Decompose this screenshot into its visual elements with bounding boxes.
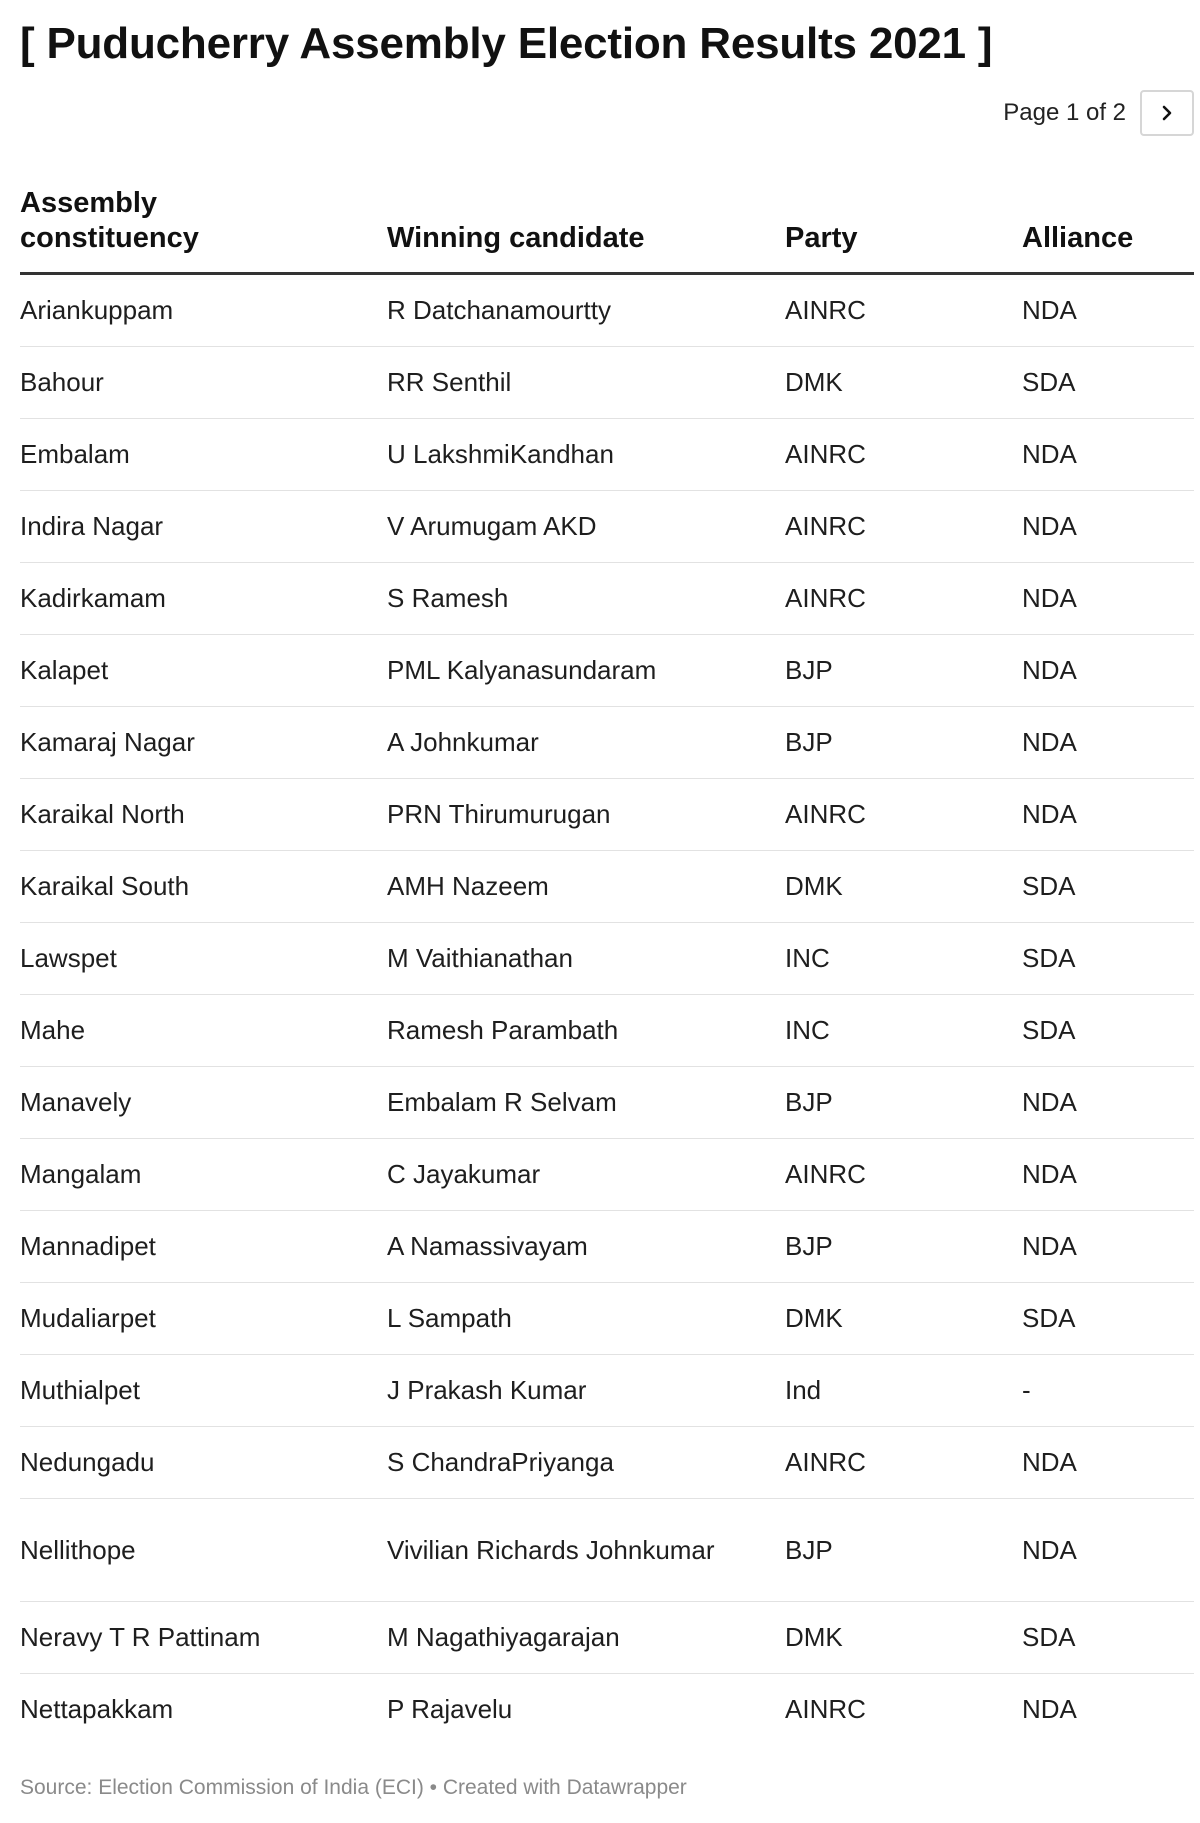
page-indicator: Page 1 of 2 <box>1003 99 1126 126</box>
cell-constituency: Nettapakkam <box>20 1694 174 1724</box>
cell-party: BJP <box>785 1499 1022 1602</box>
cell-party: AINRC <box>785 1139 1022 1211</box>
cell-constituency: Mangalam <box>20 1139 387 1211</box>
table-row <box>20 419 1194 491</box>
next-page-button[interactable] <box>1140 90 1194 136</box>
cell-alliance: NDA <box>1022 635 1194 707</box>
cell-candidate: RR Senthil <box>387 347 785 419</box>
cell-alliance: - <box>1022 1355 1194 1427</box>
pagination <box>1003 88 1194 138</box>
table-row <box>20 635 1194 707</box>
table-header-row <box>20 186 1194 274</box>
cell-alliance: NDA <box>1022 563 1194 635</box>
cell-constituency: Kalapet <box>20 635 387 707</box>
table-row <box>20 563 1194 635</box>
column-header-alliance[interactable]: Alliance <box>1022 186 1194 274</box>
cell-candidate: Embalam R Selvam <box>387 1067 785 1139</box>
cell-alliance: SDA <box>1022 347 1194 419</box>
table-row <box>20 995 1194 1067</box>
cell-party: AINRC <box>785 274 1022 347</box>
results-table <box>20 186 1194 1745</box>
cell-alliance: NDA <box>1022 274 1194 347</box>
chevron-right-icon <box>1158 104 1176 122</box>
table-row <box>20 1499 1194 1602</box>
table-row <box>20 347 1194 419</box>
cell-candidate: M Nagathiyagarajan <box>387 1602 785 1674</box>
cell-constituency: Nellithope <box>20 1499 387 1602</box>
cell-party: AINRC <box>785 1694 866 1724</box>
cell-alliance: SDA <box>1022 1602 1194 1674</box>
column-header-constituency[interactable]: Assembly constituency <box>20 186 387 274</box>
cell-party: BJP <box>785 1211 1022 1283</box>
cell-constituency: Karaikal South <box>20 851 387 923</box>
cell-candidate: AMH Nazeem <box>387 851 785 923</box>
cell-constituency: Indira Nagar <box>20 491 387 563</box>
cell-constituency: Mannadipet <box>20 1211 387 1283</box>
column-header-candidate[interactable]: Winning candidate <box>387 186 785 274</box>
cell-alliance: SDA <box>1022 995 1194 1067</box>
cell-alliance: NDA <box>1022 1139 1194 1211</box>
cell-constituency: Nedungadu <box>20 1427 387 1499</box>
cell-candidate: A Namassivayam <box>387 1211 785 1283</box>
cell-candidate: V Arumugam AKD <box>387 491 785 563</box>
cell-alliance: NDA <box>1022 419 1194 491</box>
cell-candidate: PML Kalyanasundaram <box>387 635 785 707</box>
cell-alliance: NDA <box>1022 1211 1194 1283</box>
table-row <box>20 1211 1194 1283</box>
cell-party: BJP <box>785 1067 1022 1139</box>
cell-party: INC <box>785 995 1022 1067</box>
cell-party: INC <box>785 923 1022 995</box>
cell-alliance: NDA <box>1022 1499 1194 1602</box>
table-row <box>20 1427 1194 1499</box>
table-row <box>20 707 1194 779</box>
cell-alliance: NDA <box>1022 707 1194 779</box>
cell-party: BJP <box>785 635 1022 707</box>
table-row <box>20 491 1194 563</box>
table-row <box>20 1674 1194 1746</box>
cell-constituency: Kadirkamam <box>20 563 387 635</box>
column-header-party[interactable]: Party <box>785 186 1022 274</box>
cell-constituency: Karaikal North <box>20 779 387 851</box>
cell-candidate: R Datchanamourtty <box>387 274 785 347</box>
cell-candidate: S Ramesh <box>387 563 785 635</box>
source-credit: Source: Election Commission of India (ECI) • Created with Datawrapper <box>20 1776 687 1799</box>
cell-candidate: C Jayakumar <box>387 1139 785 1211</box>
cell-alliance: NDA <box>1022 1067 1194 1139</box>
cell-candidate: U LakshmiKandhan <box>387 419 785 491</box>
cell-party: AINRC <box>785 491 1022 563</box>
table-row <box>20 274 1194 347</box>
cell-constituency: Mahe <box>20 995 387 1067</box>
cell-alliance: SDA <box>1022 851 1194 923</box>
cell-constituency: Mudaliarpet <box>20 1283 387 1355</box>
cell-alliance: NDA <box>1022 1427 1194 1499</box>
cell-constituency: Embalam <box>20 419 387 491</box>
cell-alliance: NDA <box>1022 491 1194 563</box>
cell-alliance: SDA <box>1022 1283 1194 1355</box>
cell-party: DMK <box>785 851 1022 923</box>
table-row <box>20 1602 1194 1674</box>
cell-alliance: SDA <box>1022 923 1194 995</box>
table-row <box>20 1067 1194 1139</box>
table-row <box>20 851 1194 923</box>
cell-candidate: PRN Thirumurugan <box>387 779 785 851</box>
cell-candidate: Ramesh Parambath <box>387 995 785 1067</box>
cell-constituency: Muthialpet <box>20 1355 387 1427</box>
cell-candidate: P Rajavelu <box>387 1694 513 1724</box>
cell-party: DMK <box>785 347 1022 419</box>
cell-candidate: J Prakash Kumar <box>387 1355 785 1427</box>
cell-candidate: M Vaithianathan <box>387 923 785 995</box>
table-row <box>20 1139 1194 1211</box>
cell-candidate: L Sampath <box>387 1283 785 1355</box>
cell-constituency: Lawspet <box>20 923 387 995</box>
table-row <box>20 779 1194 851</box>
cell-constituency: Kamaraj Nagar <box>20 707 387 779</box>
cell-candidate: S ChandraPriyanga <box>387 1427 785 1499</box>
cell-constituency: Ariankuppam <box>20 274 387 347</box>
page-title: [ Puducherry Assembly Election Results 2021 ] <box>20 19 993 68</box>
cell-candidate: Vivilian Richards Johnkumar <box>387 1499 785 1602</box>
cell-alliance: NDA <box>1022 779 1194 851</box>
table-row <box>20 1355 1194 1427</box>
cell-candidate: A Johnkumar <box>387 707 785 779</box>
cell-party: AINRC <box>785 779 1022 851</box>
table-row <box>20 1283 1194 1355</box>
cell-alliance: NDA <box>1022 1694 1077 1724</box>
cell-party: Ind <box>785 1355 1022 1427</box>
cell-party: AINRC <box>785 563 1022 635</box>
cell-party: AINRC <box>785 419 1022 491</box>
cell-party: DMK <box>785 1283 1022 1355</box>
cell-constituency: Neravy T R Pattinam <box>20 1602 387 1674</box>
cell-party: BJP <box>785 707 1022 779</box>
cell-party: DMK <box>785 1602 1022 1674</box>
cell-constituency: Bahour <box>20 347 387 419</box>
cell-party: AINRC <box>785 1427 1022 1499</box>
table-row <box>20 923 1194 995</box>
cell-constituency: Manavely <box>20 1067 387 1139</box>
